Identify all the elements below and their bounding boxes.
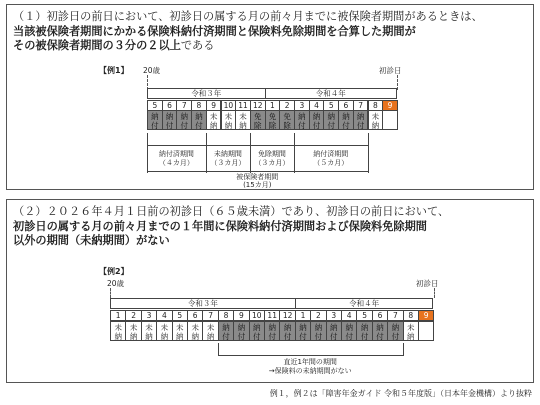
status-cell: [338, 110, 354, 130]
status-char: 納: [151, 112, 159, 121]
month-cell: 5: [323, 100, 339, 111]
bracket-line: [147, 145, 206, 146]
status-cell: [202, 321, 218, 341]
status-char: 未: [176, 323, 184, 332]
status-char: 未: [129, 323, 138, 332]
total-bracket-line: [147, 171, 368, 172]
recent-tick: [403, 343, 404, 356]
age-20-label: 20歳: [143, 66, 161, 75]
status-char: 未: [209, 112, 218, 121]
status-char: 納: [299, 323, 307, 332]
source-note: 例１，例２は「障害年金ガイド 令和５年度版」（日本年金機構）より抜粋: [269, 389, 532, 398]
bracket-label: 納付済期間: [313, 150, 349, 158]
status-cell: [323, 110, 339, 130]
bracket-label: 未納期間: [213, 150, 242, 158]
month-cell: 8: [403, 310, 419, 321]
status-char: 付: [237, 332, 246, 341]
status-cell: [147, 110, 163, 130]
recent-label: →保険料の未納期間がない: [268, 367, 352, 375]
status-char: 納: [237, 323, 246, 332]
month-cell: 2: [125, 310, 141, 321]
status-char: 付: [360, 332, 369, 341]
month-cell: 5: [147, 100, 163, 111]
status-char: 納: [371, 121, 380, 130]
month-cell: 6: [372, 310, 388, 321]
month-cell: 6: [338, 100, 354, 111]
bracket-label: （３カ月）: [254, 159, 290, 167]
heading-line-bold: 以外の期間（未納期間）がない: [13, 234, 170, 247]
status-cell: [218, 321, 234, 341]
month-cell: 7: [353, 100, 369, 111]
status-char: 納: [239, 121, 247, 130]
status-char: 納: [312, 112, 321, 121]
bracket-label: （３カ月）: [210, 159, 246, 167]
status-char: 免: [253, 112, 262, 121]
status-cell: [249, 321, 265, 341]
bracket-line: [206, 145, 250, 146]
example-2-label: 【例2】: [99, 267, 129, 276]
first-visit-label: 初診日: [416, 279, 439, 288]
status-cell: [206, 110, 222, 130]
status-char: 付: [342, 121, 350, 130]
month-cell: 6: [187, 310, 203, 321]
month-cell: 10: [249, 310, 265, 321]
status-char: 未: [160, 323, 169, 332]
bracket-label: 免除期間: [257, 150, 286, 158]
status-char: 未: [371, 112, 380, 121]
status-cell: [110, 321, 126, 341]
month-cell: 11: [235, 100, 251, 111]
month-cell: 8: [191, 100, 207, 111]
status-char: 納: [330, 323, 338, 332]
month-cell: 1: [295, 310, 311, 321]
status-char: 納: [407, 332, 415, 341]
status-char: 納: [209, 121, 218, 130]
status-char: 納: [114, 332, 122, 341]
month-cell: 12: [250, 100, 266, 111]
status-char: 未: [239, 112, 247, 121]
month-cell: 1: [110, 310, 126, 321]
month-cell: 9: [206, 100, 222, 111]
month-cell: 1: [265, 100, 281, 111]
status-char: 納: [222, 323, 230, 332]
status-char: 除: [253, 121, 262, 130]
status-cell: [418, 321, 434, 341]
month-cell: 3: [141, 310, 157, 321]
status-char: 納: [253, 323, 261, 332]
status-cell: [176, 110, 192, 130]
status-char: 付: [330, 332, 338, 341]
month-cell: 12: [279, 310, 295, 321]
month-cell: 4: [309, 100, 325, 111]
status-char: 付: [165, 121, 174, 130]
status-char: 未: [114, 323, 122, 332]
status-cell: [156, 321, 172, 341]
status-char: 付: [314, 332, 323, 341]
requirement-panel-2: [6, 199, 534, 383]
status-cell: [382, 110, 398, 130]
status-cell: [368, 110, 384, 130]
status-char: 免: [268, 112, 277, 121]
month-cell: 2: [279, 100, 295, 111]
status-char: 納: [356, 112, 365, 121]
status-cell: [326, 321, 342, 341]
recent-label: 直近1年間の期間: [283, 358, 337, 366]
status-char: 免: [283, 112, 291, 121]
status-cell: [221, 110, 237, 130]
status-char: 未: [145, 323, 153, 332]
status-cell: [162, 110, 178, 130]
status-char: 納: [327, 112, 335, 121]
heading-line: （２）２０２６年４月１日前の初診日（６５歳未満）であり、初診日の前日において、: [13, 205, 450, 218]
status-char: 納: [342, 112, 350, 121]
status-cell: [235, 110, 251, 130]
status-char: 納: [206, 332, 215, 341]
status-char: 付: [391, 332, 400, 341]
total-label: (15カ月): [243, 181, 272, 189]
status-cell: [294, 110, 310, 130]
status-char: 付: [299, 332, 307, 341]
month-cell: 9: [233, 310, 249, 321]
month-cell: 4: [156, 310, 172, 321]
requirement-1-heading: [13, 10, 527, 54]
status-char: 納: [360, 323, 369, 332]
requirement-2-heading: [13, 205, 527, 249]
status-char: 納: [224, 121, 233, 130]
month-cell: 9: [382, 100, 398, 111]
bracket-line: [250, 145, 294, 146]
bracket-label: （５カ月）: [313, 159, 349, 167]
status-cell: [187, 321, 203, 341]
month-cell: 7: [387, 310, 403, 321]
month-cell: 7: [176, 100, 192, 111]
heading-line-bold: その被保険者期間の３分の２以上: [13, 39, 181, 52]
status-cell: [265, 110, 281, 130]
era-label-r3: 令和３年: [110, 298, 296, 309]
status-char: 納: [376, 323, 384, 332]
status-char: 納: [160, 332, 169, 341]
status-char: 付: [268, 332, 276, 341]
status-char: 付: [283, 332, 292, 341]
heading-line-bold: 当該被保険者期間にかかる保険料納付済期間と保険料免除期間を合算した期間が: [13, 24, 416, 38]
month-cell: 4: [341, 310, 357, 321]
month-cell: 8: [368, 100, 384, 111]
status-cell: [191, 110, 207, 130]
status-cell: [279, 321, 295, 341]
example-1-label: 【例1】: [99, 66, 129, 75]
status-char: 未: [206, 323, 215, 332]
status-cell: [141, 321, 157, 341]
status-char: 付: [195, 121, 203, 130]
status-char: 納: [195, 112, 203, 121]
status-char: 納: [191, 332, 199, 341]
status-char: 未: [224, 112, 233, 121]
month-cell: 8: [218, 310, 234, 321]
month-cell: 11: [264, 310, 280, 321]
requirement-panel-1: [6, 4, 534, 190]
first-visit-marker: [434, 288, 435, 298]
month-cell: 10: [221, 100, 237, 111]
status-cell: [295, 321, 311, 341]
status-char: 納: [176, 332, 184, 341]
status-char: 除: [283, 121, 291, 130]
status-cell: [356, 321, 372, 341]
status-char: 付: [151, 121, 159, 130]
era-label-r3: 令和３年: [147, 88, 266, 99]
status-char: 付: [253, 332, 261, 341]
month-cell: 5: [356, 310, 372, 321]
status-cell: [233, 321, 249, 341]
status-char: 納: [268, 323, 276, 332]
month-cell: 7: [202, 310, 218, 321]
status-char: 納: [145, 332, 153, 341]
status-char: 納: [391, 323, 400, 332]
status-cell: [372, 321, 388, 341]
status-cell: [353, 110, 369, 130]
month-cell: 5: [172, 310, 188, 321]
heading-line-bold: 初診日の属する月の前々月までの１年間に保険料納付済期間および保険料免除期間: [13, 219, 427, 233]
status-char: 納: [165, 112, 174, 121]
status-cell: [341, 321, 357, 341]
status-char: 未: [407, 323, 415, 332]
heading-line: （１）初診日の前日において、初診日の属する月の前々月までに被保険者期間があるときは、: [13, 10, 483, 23]
age-20-marker: [110, 288, 111, 298]
age-20-label: 20歳: [107, 279, 125, 288]
status-char: 未: [191, 323, 199, 332]
status-cell: [172, 321, 188, 341]
status-cell: [125, 321, 141, 341]
status-char: 付: [298, 121, 306, 130]
era-label-r4: 令和４年: [265, 88, 397, 99]
status-char: 納: [283, 323, 292, 332]
status-char: 付: [345, 332, 353, 341]
era-label-r4: 令和４年: [295, 298, 434, 309]
status-char: 付: [356, 121, 365, 130]
bracket-line: [294, 145, 368, 146]
status-cell: [387, 321, 403, 341]
month-cell: 2: [310, 310, 326, 321]
status-char: 除: [268, 121, 277, 130]
status-cell: [403, 321, 419, 341]
status-cell: [279, 110, 295, 130]
month-cell: 9: [418, 310, 434, 321]
status-cell: [309, 110, 325, 130]
month-cell: 6: [162, 100, 178, 111]
status-char: 納: [180, 112, 188, 121]
month-cell: 3: [294, 100, 310, 111]
heading-line-tail: である: [180, 39, 215, 52]
status-char: 納: [129, 332, 138, 341]
month-cell: 3: [326, 310, 342, 321]
status-cell: [264, 321, 280, 341]
status-char: 付: [180, 121, 188, 130]
status-char: 納: [345, 323, 353, 332]
first-visit-label: 初診日: [379, 66, 402, 75]
status-cell: [250, 110, 266, 130]
status-char: 付: [327, 121, 335, 130]
status-char: 付: [222, 332, 230, 341]
status-cell: [310, 321, 326, 341]
first-visit-marker: [397, 75, 398, 90]
status-char: 納: [314, 323, 323, 332]
bracket-label: （４カ月）: [158, 159, 194, 167]
status-char: 付: [376, 332, 384, 341]
status-char: 納: [298, 112, 306, 121]
bracket-tick: [368, 133, 369, 173]
bracket-label: 納付済期間: [158, 150, 194, 158]
total-label: 被保険者期間: [236, 173, 279, 181]
recent-bracket-line: [218, 355, 403, 356]
status-char: 付: [312, 121, 321, 130]
